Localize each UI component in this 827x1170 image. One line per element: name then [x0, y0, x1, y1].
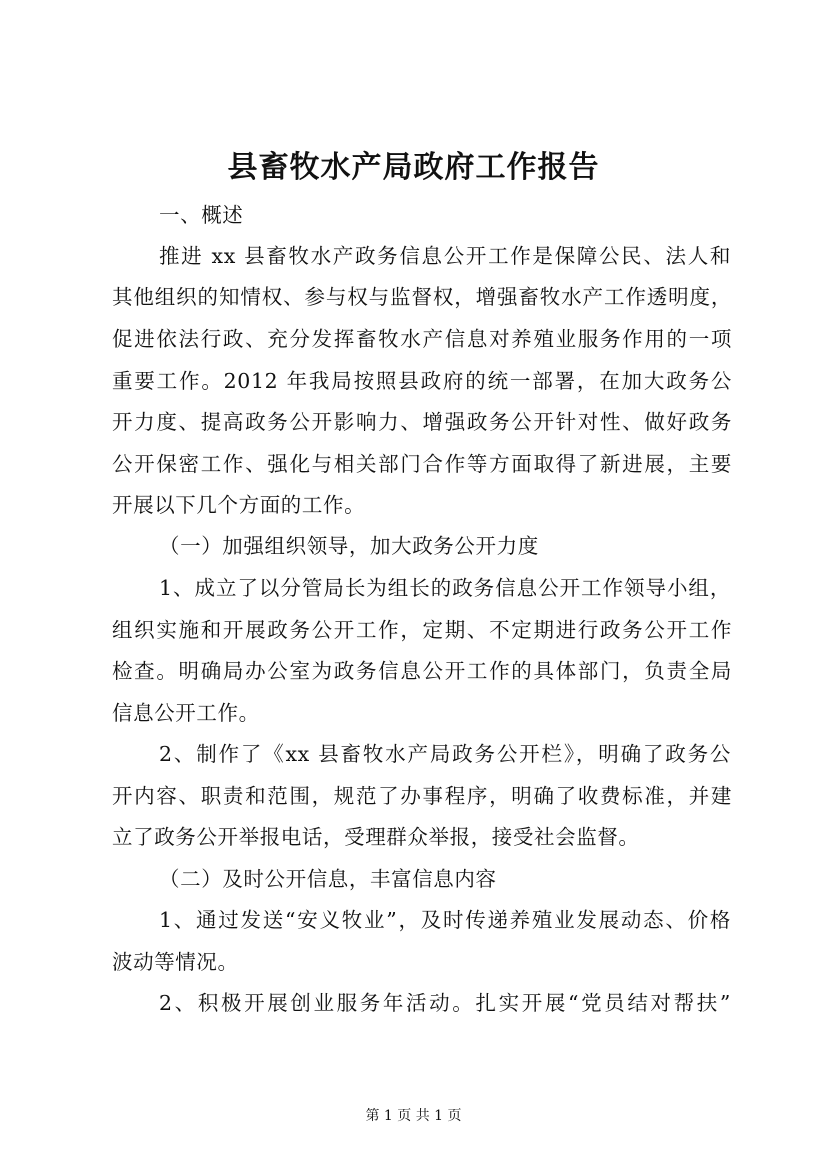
paragraph-line: 促进依法行政、充分发挥畜牧水产信息对养殖业服务作用的一项 [112, 327, 732, 351]
paragraph-line: 重要工作。2012 年我局按照县政府的统一部署，在加大政务公 [112, 369, 732, 393]
paragraph-line: 开力度、提高政务公开影响力、增强政务公开针对性、做好政务 [112, 410, 732, 434]
section-heading-overview: 一、概述 [159, 203, 244, 227]
page-footer: 第 1 页 共 1 页 [365, 1108, 462, 1124]
paragraph-line: 立了政务公开举报电话，受理群众举报，接受社会监督。 [112, 825, 640, 849]
paragraph-line: 组织实施和开展政务公开工作，定期、不定期进行政务公开工作 [112, 618, 732, 642]
paragraph-line: 1、通过发送“安义牧业”，及时传递养殖业发展动态、价格 [159, 908, 731, 932]
paragraph-line: 公开保密工作、强化与相关部门合作等方面取得了新进展，主要 [112, 452, 732, 476]
paragraph-line: 信息公开工作。 [112, 701, 260, 725]
subsection-heading-2: （二）及时公开信息，丰富信息内容 [159, 867, 497, 891]
subsection-heading-1: （一）加强组织领导，加大政务公开力度 [159, 534, 539, 558]
paragraph-line: 2、制作了《xx 县畜牧水产局政务公开栏》，明确了政务公 [159, 742, 731, 766]
paragraph-line: 波动等情况。 [112, 950, 239, 974]
paragraph-line: 推进 xx 县畜牧水产政务信息公开工作是保障公民、法人和 [159, 244, 731, 268]
paragraph-line: 检查。明确局办公室为政务信息公开工作的具体部门，负责全局 [112, 659, 732, 683]
document-title: 县畜牧水产局政府工作报告 [227, 150, 600, 185]
paragraph-line: 其他组织的知情权、参与权与监督权，增强畜牧水产工作透明度， [112, 285, 732, 309]
paragraph-line: 2、积极开展创业服务年活动。扎实开展“党员结对帮扶” [159, 991, 731, 1015]
paragraph-line: 1、成立了以分管局长为组长的政务信息公开工作领导小组， [159, 576, 731, 600]
paragraph-line: 开内容、职责和范围，规范了办事程序，明确了收费标准，并建 [112, 784, 732, 808]
paragraph-line: 开展以下几个方面的工作。 [112, 493, 366, 517]
